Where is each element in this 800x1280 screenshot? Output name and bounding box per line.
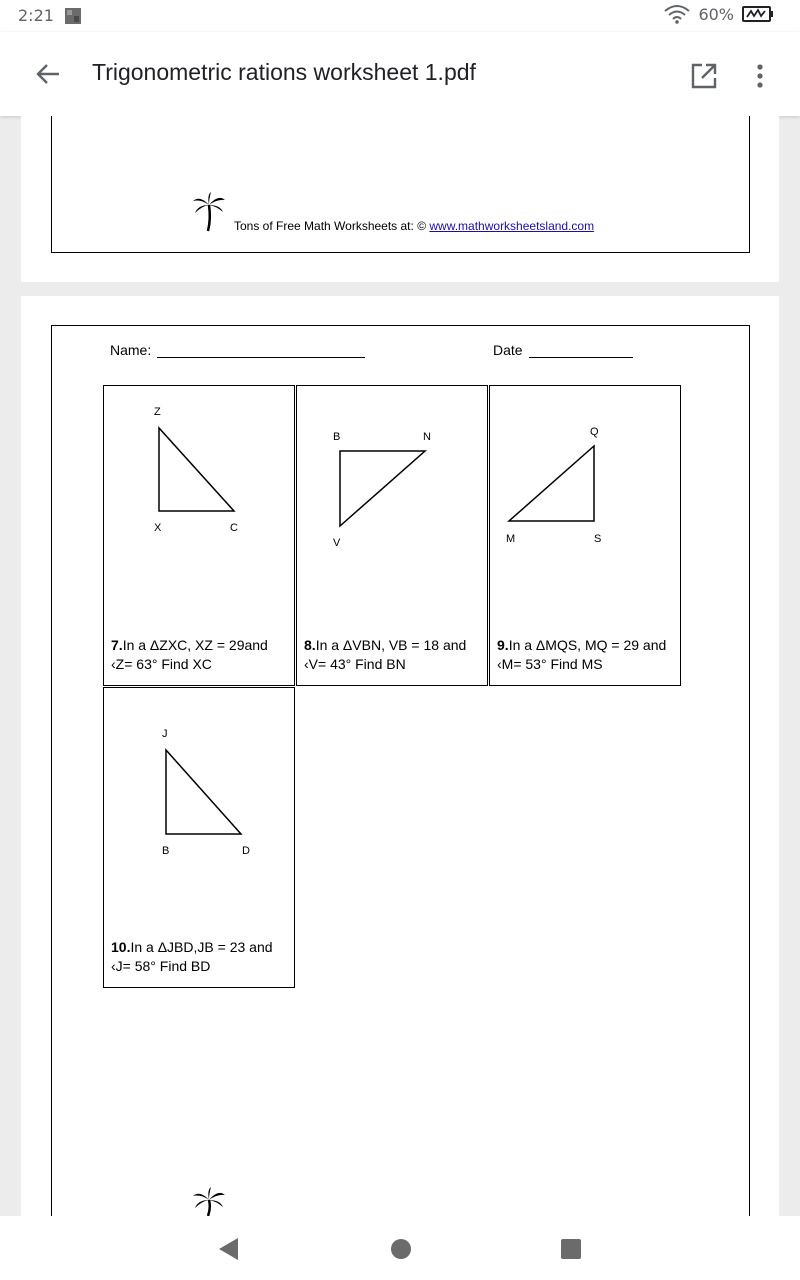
vertex-label: D <box>242 845 250 857</box>
nav-back-icon[interactable] <box>218 1237 240 1261</box>
triangle-jbd-diagram <box>104 688 296 928</box>
pdf-page-1[interactable] <box>21 116 779 282</box>
date-label: Date <box>493 342 523 358</box>
triangle-zxc-diagram <box>104 386 296 626</box>
name-field-row <box>110 342 365 358</box>
problem-text: 10.In a ΔJBD,JB = 23 and ‹J= 58° Find BD <box>111 939 273 974</box>
footer-text: Tons of Free Math Worksheets at: © www.mathworksheetsland.com <box>234 219 595 233</box>
status-time: 2:21 <box>18 6 54 25</box>
name-label: Name: <box>110 342 152 358</box>
palm-tree-icon <box>192 191 226 233</box>
vertex-label: Q <box>590 426 599 438</box>
problem-cell-8 <box>296 385 488 686</box>
page-border <box>51 325 750 1226</box>
app-bar <box>0 32 800 116</box>
vertex-label: C <box>230 522 238 534</box>
vertex-label: B <box>333 431 341 443</box>
vertex-label: S <box>594 533 602 545</box>
open-external-button[interactable] <box>686 58 722 94</box>
name-blank-line <box>157 345 365 358</box>
problem-cell-10 <box>103 687 295 988</box>
footer-link[interactable]: www.mathworksheetsland.com <box>429 219 595 233</box>
vertex-label: X <box>154 522 162 534</box>
triangle-vbn-diagram <box>297 386 489 626</box>
nav-home-icon[interactable] <box>390 1238 412 1260</box>
vertex-label: V <box>333 537 341 549</box>
date-field-row <box>493 342 633 358</box>
open-external-icon <box>690 62 718 90</box>
system-nav-bar <box>0 1216 800 1280</box>
status-bar <box>0 0 800 32</box>
document-title: Trigonometric rations worksheet 1.pdf <box>92 59 476 85</box>
page-border <box>51 116 750 253</box>
battery-icon <box>742 5 774 23</box>
battery-percent: 60% <box>698 4 734 24</box>
more-options-button[interactable] <box>744 58 776 94</box>
problem-cell-7 <box>103 385 295 686</box>
wifi-icon <box>664 4 690 24</box>
date-blank-line <box>529 345 633 358</box>
triangle-mqs-diagram <box>490 386 682 626</box>
palm-tree-icon <box>192 1186 226 1216</box>
vertex-label: M <box>506 533 516 545</box>
back-button[interactable] <box>26 58 70 90</box>
problem-grid <box>103 385 683 990</box>
pdf-page-2[interactable] <box>21 296 779 1216</box>
vertex-label: N <box>423 431 431 443</box>
vertex-label: Z <box>154 406 161 418</box>
vertex-label: B <box>162 845 170 857</box>
problem-text: 9.In a ΔMQS, MQ = 29 and ‹M= 53° Find MS <box>497 637 667 672</box>
nav-recents-icon[interactable] <box>560 1238 582 1260</box>
problem-cell-9 <box>489 385 681 686</box>
page-footer <box>192 191 594 233</box>
problem-text: 7.In a ΔZXC, XZ = 29and ‹Z= 63° Find XC <box>111 637 268 672</box>
notification-image-icon <box>64 7 82 25</box>
vertex-label: J <box>162 728 168 740</box>
problem-text: 8.In a ΔVBN, VB = 18 and ‹V= 43° Find BN <box>304 637 467 672</box>
more-vert-icon <box>756 63 764 89</box>
back-arrow-icon <box>35 63 61 85</box>
